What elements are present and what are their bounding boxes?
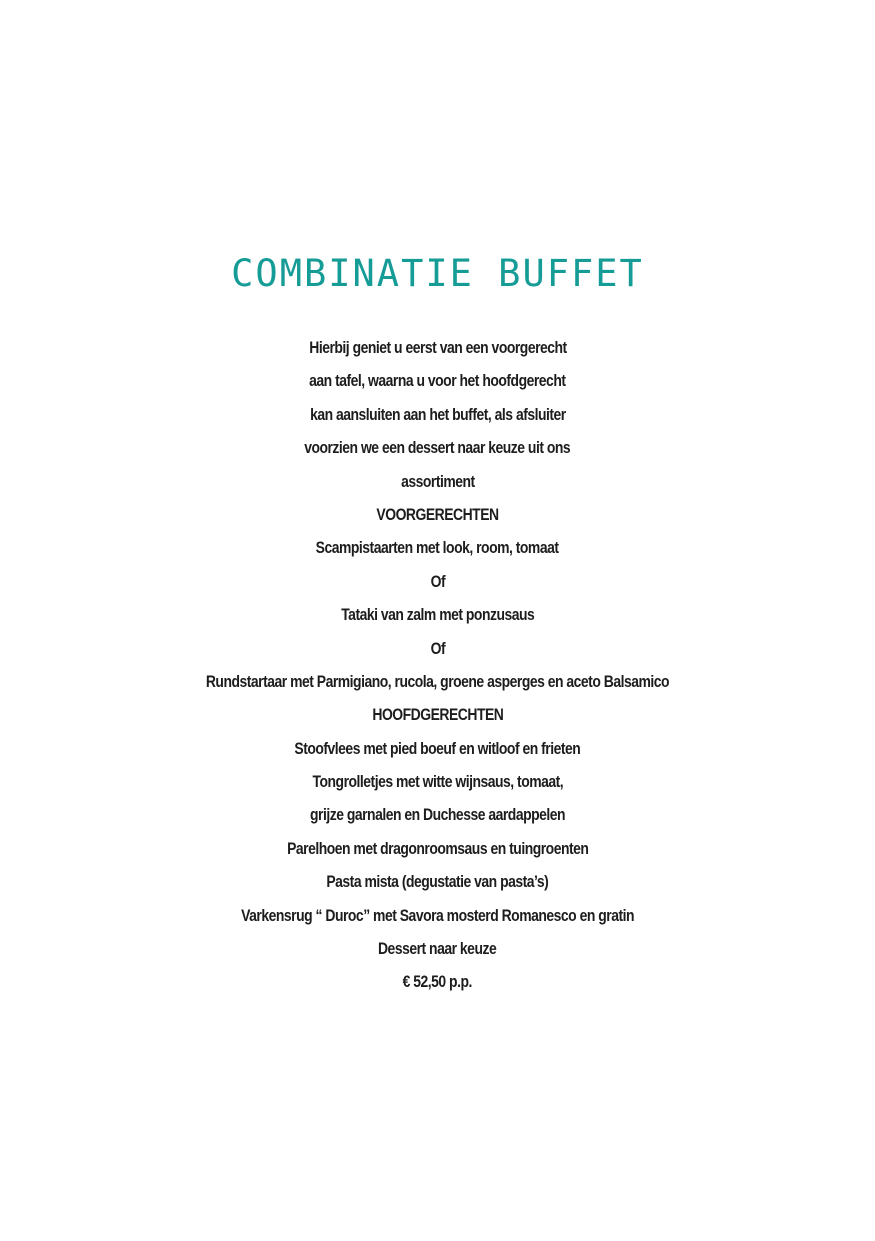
intro-line: kan aansluiten aan het buffet, als afsluiter [309, 404, 566, 424]
intro-line: Hierbij geniet u eerst van een voorgerecht [308, 338, 567, 357]
price-line: € 52,50 p.p. [402, 972, 473, 992]
main-item: Pasta mista (degustatie van pasta’s) [326, 872, 549, 892]
intro-line: aan tafel, waarna u voor het hoofdgerecht [309, 371, 566, 391]
or-separator: Of [430, 571, 445, 591]
page-title: COMBINATIE BUFFET [231, 252, 644, 295]
starters-heading: VOORGERECHTEN [376, 504, 499, 524]
starter-item: Tataki van zalm met ponzusaus [340, 605, 535, 625]
main-item: Tongrolletjes met witte wijnsaus, tomaat, [312, 772, 563, 792]
starter-item: Scampistaarten met look, room, tomaat [316, 538, 559, 558]
mains-heading: HOOFDGERECHTEN [372, 705, 503, 725]
main-item: Stoofvlees met pied boeuf en witloof en frieten [294, 738, 581, 758]
intro-line: voorzien we een dessert naar keuze uit ons [304, 438, 571, 458]
main-item: Varkensrug “ Duroc” met Savora mosterd Romanesco en gratin [241, 905, 634, 925]
or-separator: Of [430, 638, 445, 658]
main-item: grijze garnalen en Duchesse aardappelen [309, 805, 566, 825]
intro-line: assortiment [400, 471, 475, 491]
main-item: Parelhoen met dragonroomsaus en tuingroenten [286, 838, 589, 858]
starter-item: Rundstartaar met Parmigiano, rucola, groene asperges en aceto Balsamico [205, 671, 670, 691]
menu-list [0, 331, 875, 999]
dessert-line: Dessert naar keuze [378, 939, 497, 959]
